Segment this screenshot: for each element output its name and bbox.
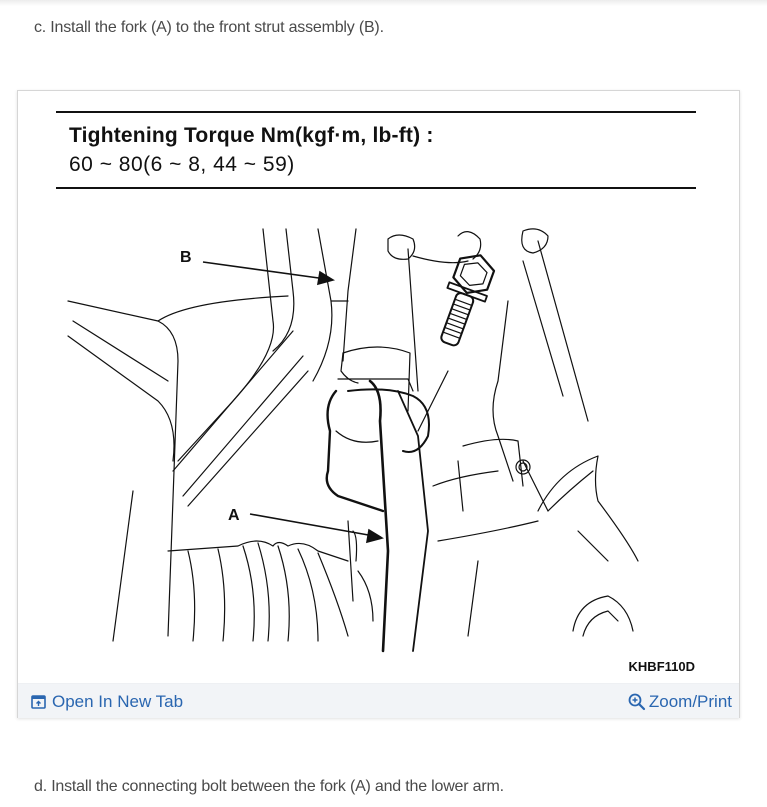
torque-value: 60 ~ 80(6 ~ 8, 44 ~ 59) <box>69 153 295 176</box>
figure-card <box>17 90 740 718</box>
open-in-new-tab-label: Open In New Tab <box>52 692 184 711</box>
figure-image <box>18 91 739 683</box>
figure-code: KHBF110D <box>628 659 695 674</box>
step-d-text: d. Install the connecting bolt between the fork (A) and the lower arm. <box>34 778 504 795</box>
open-in-new-tab-link[interactable] <box>31 692 183 712</box>
zoom-print-link[interactable] <box>628 692 732 712</box>
open-in-new-tab-icon <box>31 695 46 709</box>
strut-fork-diagram <box>18 91 739 683</box>
zoom-in-icon <box>628 693 646 711</box>
callout-a: A <box>228 507 240 524</box>
top-shadow <box>0 0 767 6</box>
step-c-text: c. Install the fork (A) to the front strut assembly (B). <box>34 19 384 36</box>
callout-b: B <box>180 249 192 266</box>
torque-title: Tightening Torque Nm(kgf·m, lb-ft) : <box>69 124 434 147</box>
zoom-print-label: Zoom/Print <box>648 692 732 711</box>
figure-footer <box>18 683 739 718</box>
